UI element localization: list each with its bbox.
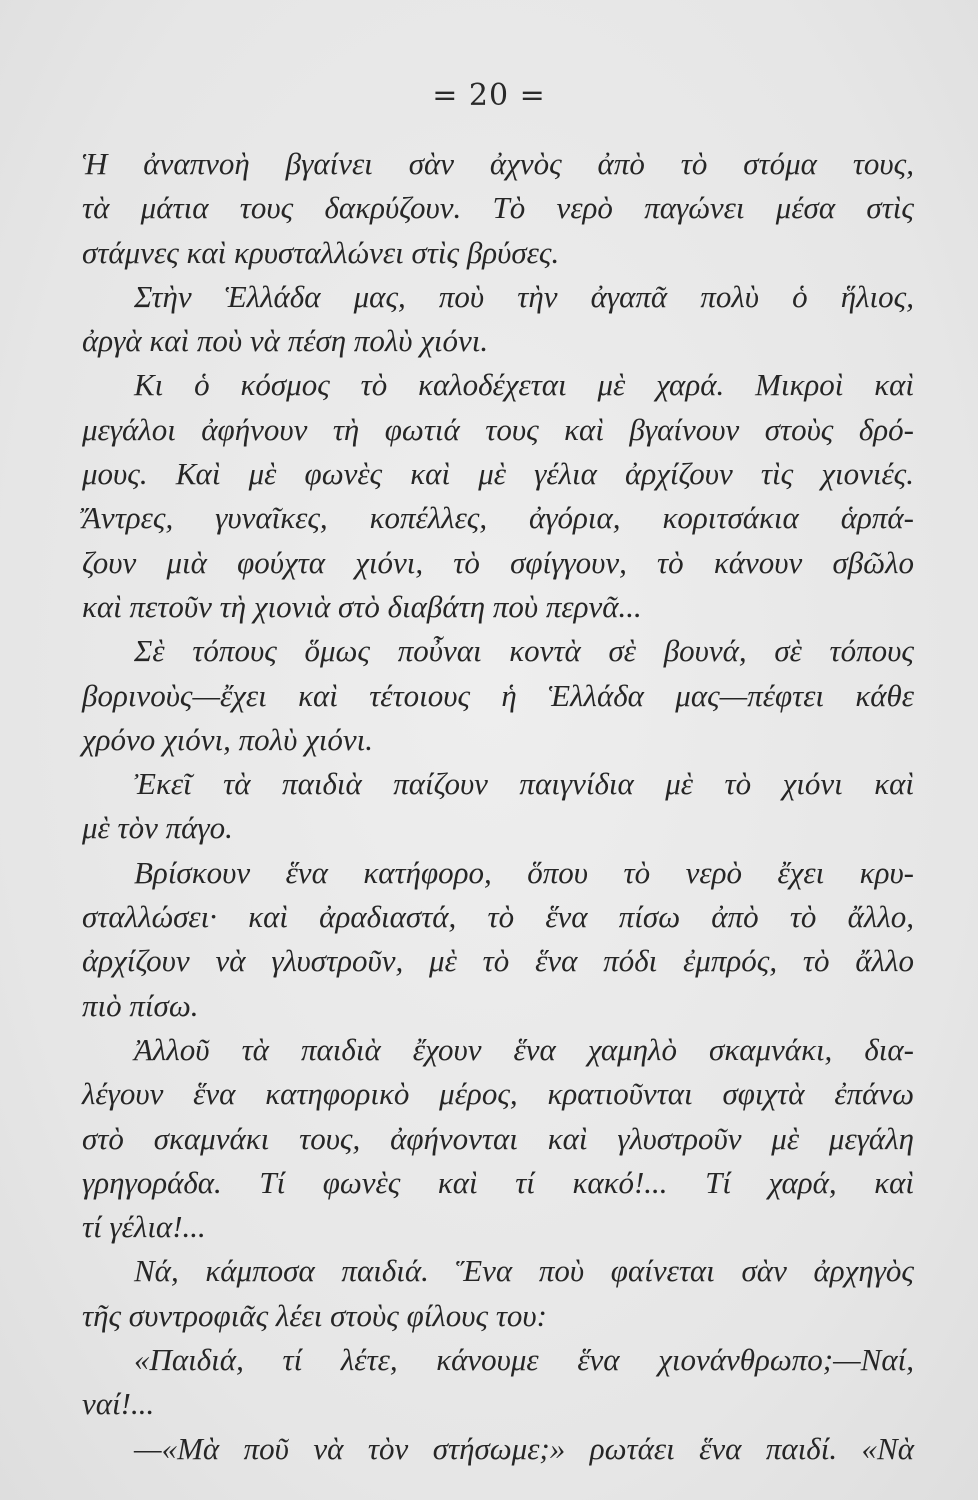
text-line: γρηγοράδα. Τί φωνὲς καὶ τί κακό!... Τί χαρά, καὶ bbox=[82, 1164, 914, 1200]
text-line: Ἐκεῖ τὰ παιδιὰ παίζουν παιγνίδια μὲ τὸ χιόνι καὶ bbox=[134, 766, 914, 802]
text-line: ναί!... bbox=[82, 1386, 155, 1422]
text-line: ἀρχίζουν νὰ γλυστροῦν, μὲ τὸ ἕνα πόδι ἐμπρός, τὸ ἄλλο bbox=[82, 943, 914, 979]
text-line: σταλλώσει· καὶ ἀραδιαστά, τὸ ἕνα πίσω ἀπὸ τὸ ἄλλο, bbox=[82, 899, 914, 935]
text-line: τῆς συντροφιᾶς λέει στοὺς φίλους του: bbox=[82, 1297, 547, 1333]
text-line: μὲ τὸν πάγο. bbox=[82, 810, 233, 846]
text-line: Στὴν Ἑλλάδα μας, ποὺ τὴν ἀγαπᾶ πολὺ ὁ ἥλιος, bbox=[134, 278, 914, 314]
text-line: —«Μὰ ποῦ νὰ τὸν στήσωμε;» ρωτάει ἕνα παιδί. «Νὰ bbox=[134, 1430, 914, 1466]
text-line: «Παιδιά, τί λέτε, κάνουμε ἕνα χιονάνθρωπο;—Ναί, bbox=[134, 1342, 914, 1378]
text-line: χρόνο χιόνι, πολὺ χιόνι. bbox=[82, 721, 373, 757]
text-line: Κι ὁ κόσμος τὸ καλοδέχεται μὲ χαρά. Μικροὶ καὶ bbox=[134, 367, 914, 403]
text-line: στάμνες καὶ κρυσταλλώνει στὶς βρύσες. bbox=[82, 234, 560, 270]
text-line: τί γέλια!... bbox=[82, 1209, 206, 1245]
page-body-text bbox=[82, 142, 914, 1471]
text-line: Ἄντρες, γυναῖκες, κοπέλλες, ἀγόρια, κοριτσάκια ἁρπά- bbox=[82, 500, 914, 536]
text-line: τὰ μάτια τους δακρύζουν. Τὸ νερὸ παγώνει μέσα στὶς bbox=[82, 190, 914, 226]
text-line: βορινοὺς—ἔχει καὶ τέτοιους ἡ Ἑλλάδα μας—πέφτει κάθε bbox=[82, 677, 914, 713]
text-line: λέγουν ἕνα κατηφορικὸ μέρος, κρατιοῦνται σφιχτὰ ἐπάνω bbox=[82, 1076, 914, 1112]
text-line: στὸ σκαμνάκι τους, ἀφήνονται καὶ γλυστροῦν μὲ μεγάλη bbox=[82, 1120, 914, 1156]
page-number: = 20 = bbox=[432, 78, 546, 113]
text-line: Ἡ ἀναπνοὴ βγαίνει σὰν ἀχνὸς ἀπὸ τὸ στόμα τους, bbox=[82, 146, 914, 181]
text-line: καὶ πετοῦν τὴ χιονιὰ στὸ διαβάτη ποὺ περνᾶ... bbox=[82, 588, 642, 624]
text-line: μεγάλοι ἀφήνουν τὴ φωτιά τους καὶ βγαίνουν στοὺς δρό- bbox=[82, 411, 914, 447]
text-line: Νά, κάμποσα παιδιά. Ἕνα ποὺ φαίνεται σὰν ἀρχηγὸς bbox=[134, 1253, 914, 1289]
text-line: Ἀλλοῦ τὰ παιδιὰ ἔχουν ἕνα χαμηλὸ σκαμνάκι, δια- bbox=[134, 1031, 914, 1067]
text-line: ἀργὰ καὶ ποὺ νὰ πέση πολὺ χιόνι. bbox=[82, 323, 489, 359]
text-line: πιὸ πίσω. bbox=[82, 987, 199, 1023]
text-line: ζουν μιὰ φούχτα χιόνι, τὸ σφίγγουν, τὸ κάνουν σβῶλο bbox=[82, 544, 914, 580]
text-line: μους. Καὶ μὲ φωνὲς καὶ μὲ γέλια ἀρχίζουν τὶς χιονιές. bbox=[82, 456, 914, 492]
text-line: Σὲ τόπους ὅμως ποὖναι κοντὰ σὲ βουνά, σὲ τόπους bbox=[134, 633, 914, 669]
text-line: Βρίσκουν ἕνα κατήφορο, ὅπου τὸ νερὸ ἔχει κρυ- bbox=[134, 854, 914, 890]
